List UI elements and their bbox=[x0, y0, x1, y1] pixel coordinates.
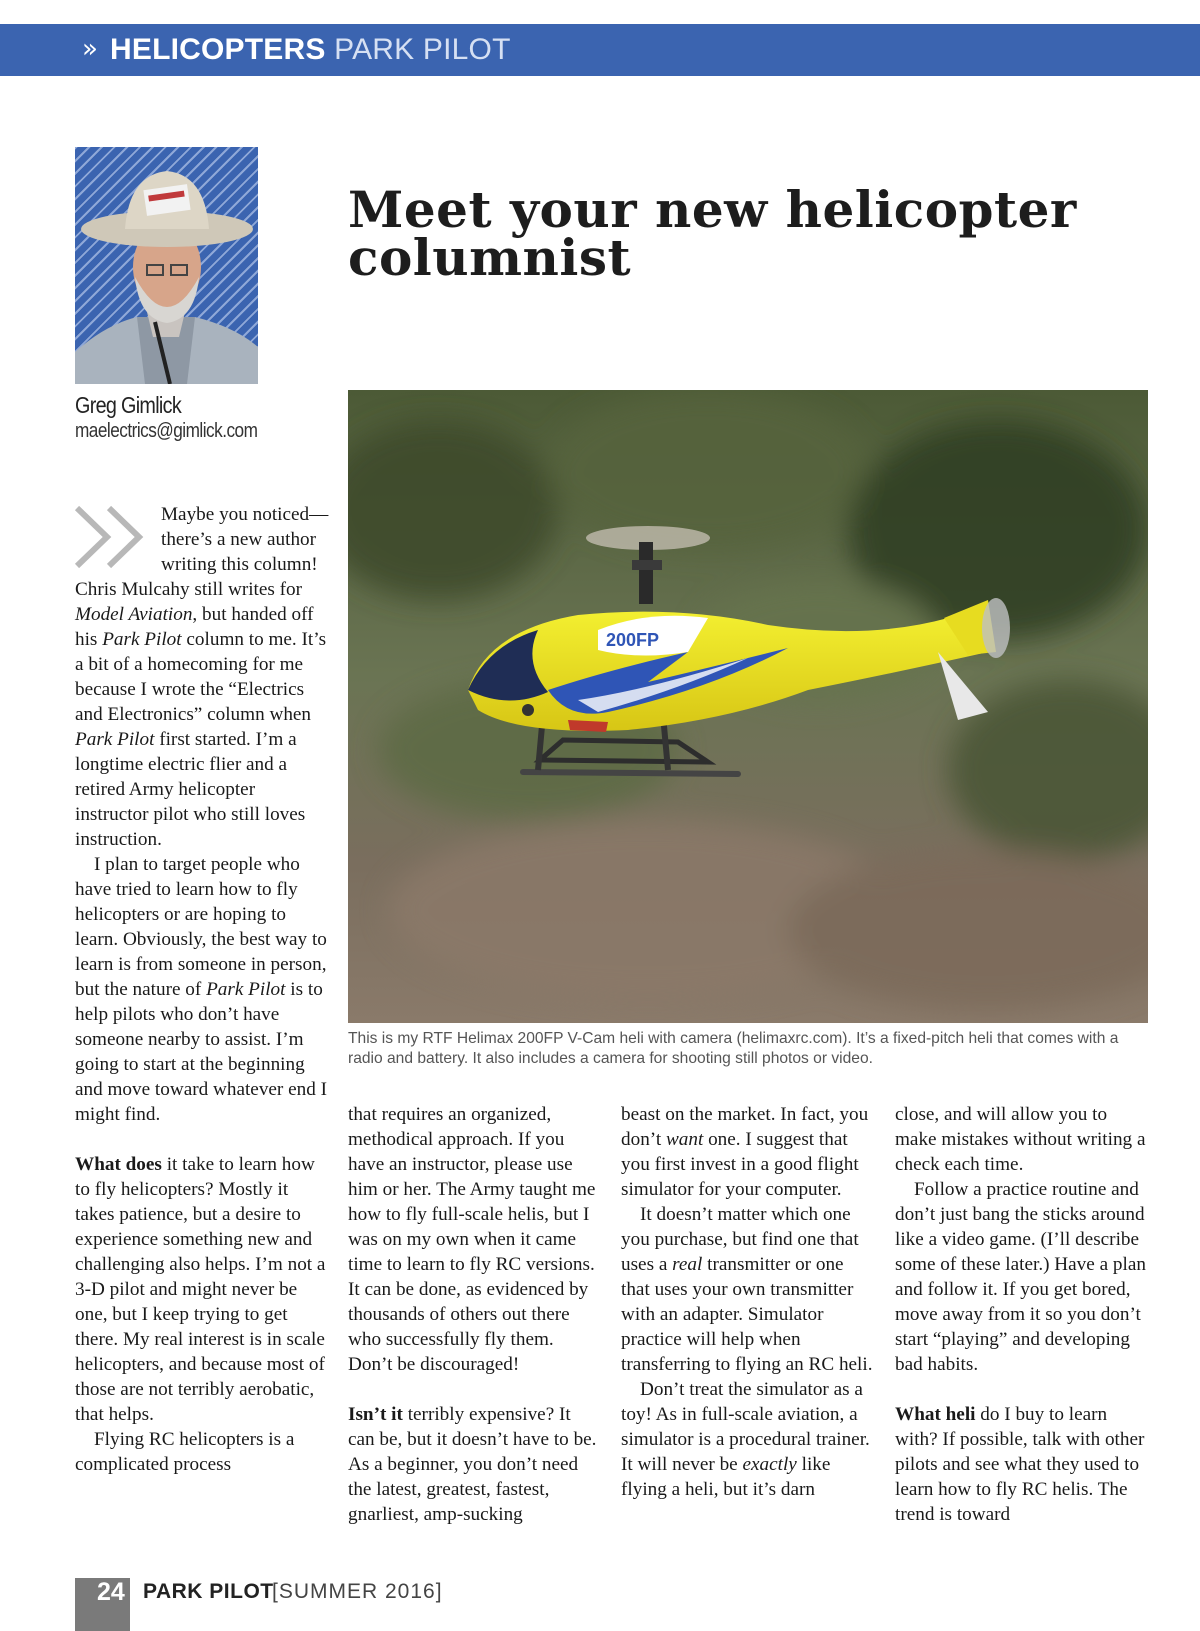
section-banner bbox=[0, 24, 1200, 76]
body-column-3 bbox=[621, 1102, 875, 1502]
body-column-2 bbox=[348, 1102, 602, 1527]
body-paragraph: What heli do I buy to learn with? If possible, talk with other pilots and see what they used to learn how to fly RC helis. The trend is toward bbox=[895, 1404, 1145, 1525]
double-chevron-right-icon: » bbox=[82, 34, 98, 64]
double-chevron-right-icon bbox=[75, 504, 157, 570]
body-column-4 bbox=[895, 1102, 1149, 1527]
footer-issue: [SUMMER 2016] bbox=[272, 1580, 443, 1603]
body-column-1 bbox=[75, 502, 330, 1477]
article-title: Meet your new helicopter columnist bbox=[348, 180, 1077, 287]
body-paragraph: Maybe you noticed—there’s a new author writing this column! Chris Mulcahy still writes for Model Aviation, but handed off his Park Pilot column to me. It’s a bit of a homecoming for me because I wrote the “Electrics and Electronics” column when Park Pilot first started. I’m a longtime electric flier and a retired Army helicopter instructor pilot who still loves instruction. bbox=[75, 504, 329, 850]
body-paragraph: Follow a practice routine and don’t just bang the sticks around like a video game. (I’ll describe some of these later.) Have a plan and follow it. If you get bored, move away from it so you don’t start “playing” and developing bad habits. bbox=[895, 1179, 1146, 1375]
helicopter-photo-illustration bbox=[348, 390, 1148, 1023]
body-paragraph: Don’t treat the simulator as a toy! As in full-scale aviation, a simulator is a procedural trainer. It will never be exactly like flying a heli, but it’s darn bbox=[621, 1379, 870, 1500]
author-portrait-illustration bbox=[75, 147, 258, 384]
body-paragraph: that requires an organized, methodical approach. If you have an instructor, please use him or her. The Army taught me how to fly full-scale helis, but I was on my own when it came time to learn to fly RC versions. It can be done, as evidenced by thousands of others out there who successfully fly them. Don’t be discouraged! bbox=[348, 1104, 596, 1375]
section-publication: PARK PILOT bbox=[334, 33, 511, 66]
photo-caption: This is my RTF Helimax 200FP V-Cam heli with camera (helimaxrc.com). It’s a fixed-pitch heli that comes with a radio and battery. It also includes a camera for shooting still photos or video. bbox=[348, 1030, 1119, 1067]
footer-publication: PARK PILOT bbox=[143, 1580, 274, 1603]
svg-text:200FP: 200FP bbox=[606, 630, 660, 650]
author-name: Greg Gimlick bbox=[75, 392, 182, 418]
body-paragraph: I plan to target people who have tried to learn how to fly helicopters or are hoping to learn. Obviously, the best way to learn is from someone in person, but the nature of Park Pilot is to help pilots who don’t have someone nearby to assist. I’m going to start at the beginning and move toward whatever end I might find. bbox=[75, 854, 328, 1125]
page-number: 24 bbox=[97, 1578, 125, 1606]
author-email: maelectrics@gimlick.com bbox=[75, 420, 258, 442]
body-paragraph: What does it take to learn how to fly helicopters? Mostly it takes patience, but a desire to experience something new and challenging also helps. I’m not a 3-D pilot and might never be one, but I keep trying to get there. My real interest is in scale helicopters, and because most of those are not terribly aerobatic, that helps. bbox=[75, 1154, 326, 1425]
section-title bbox=[110, 32, 511, 68]
body-paragraph: Flying RC helicopters is a complicated process bbox=[75, 1429, 295, 1475]
body-paragraph: close, and will allow you to make mistakes without writing a check each time. bbox=[895, 1104, 1146, 1175]
main-photo bbox=[348, 390, 1148, 1023]
body-paragraph: Isn’t it terribly expensive? It can be, but it doesn’t have to be. As a beginner, you don’t need the latest, greatest, fastest, gnarliest, amp-sucking bbox=[348, 1404, 597, 1525]
section-name: HELICOPTERS bbox=[110, 33, 326, 66]
body-paragraph: It doesn’t matter which one you purchase, but find one that uses a real transmitter or one that uses your own transmitter with an adapter. Simulator practice will help when transferring to flying an RC heli. bbox=[621, 1204, 873, 1375]
body-paragraph: beast on the market. In fact, you don’t want one. I suggest that you first invest in a good flight simulator for your computer. bbox=[621, 1104, 869, 1200]
author-photo bbox=[75, 147, 258, 384]
